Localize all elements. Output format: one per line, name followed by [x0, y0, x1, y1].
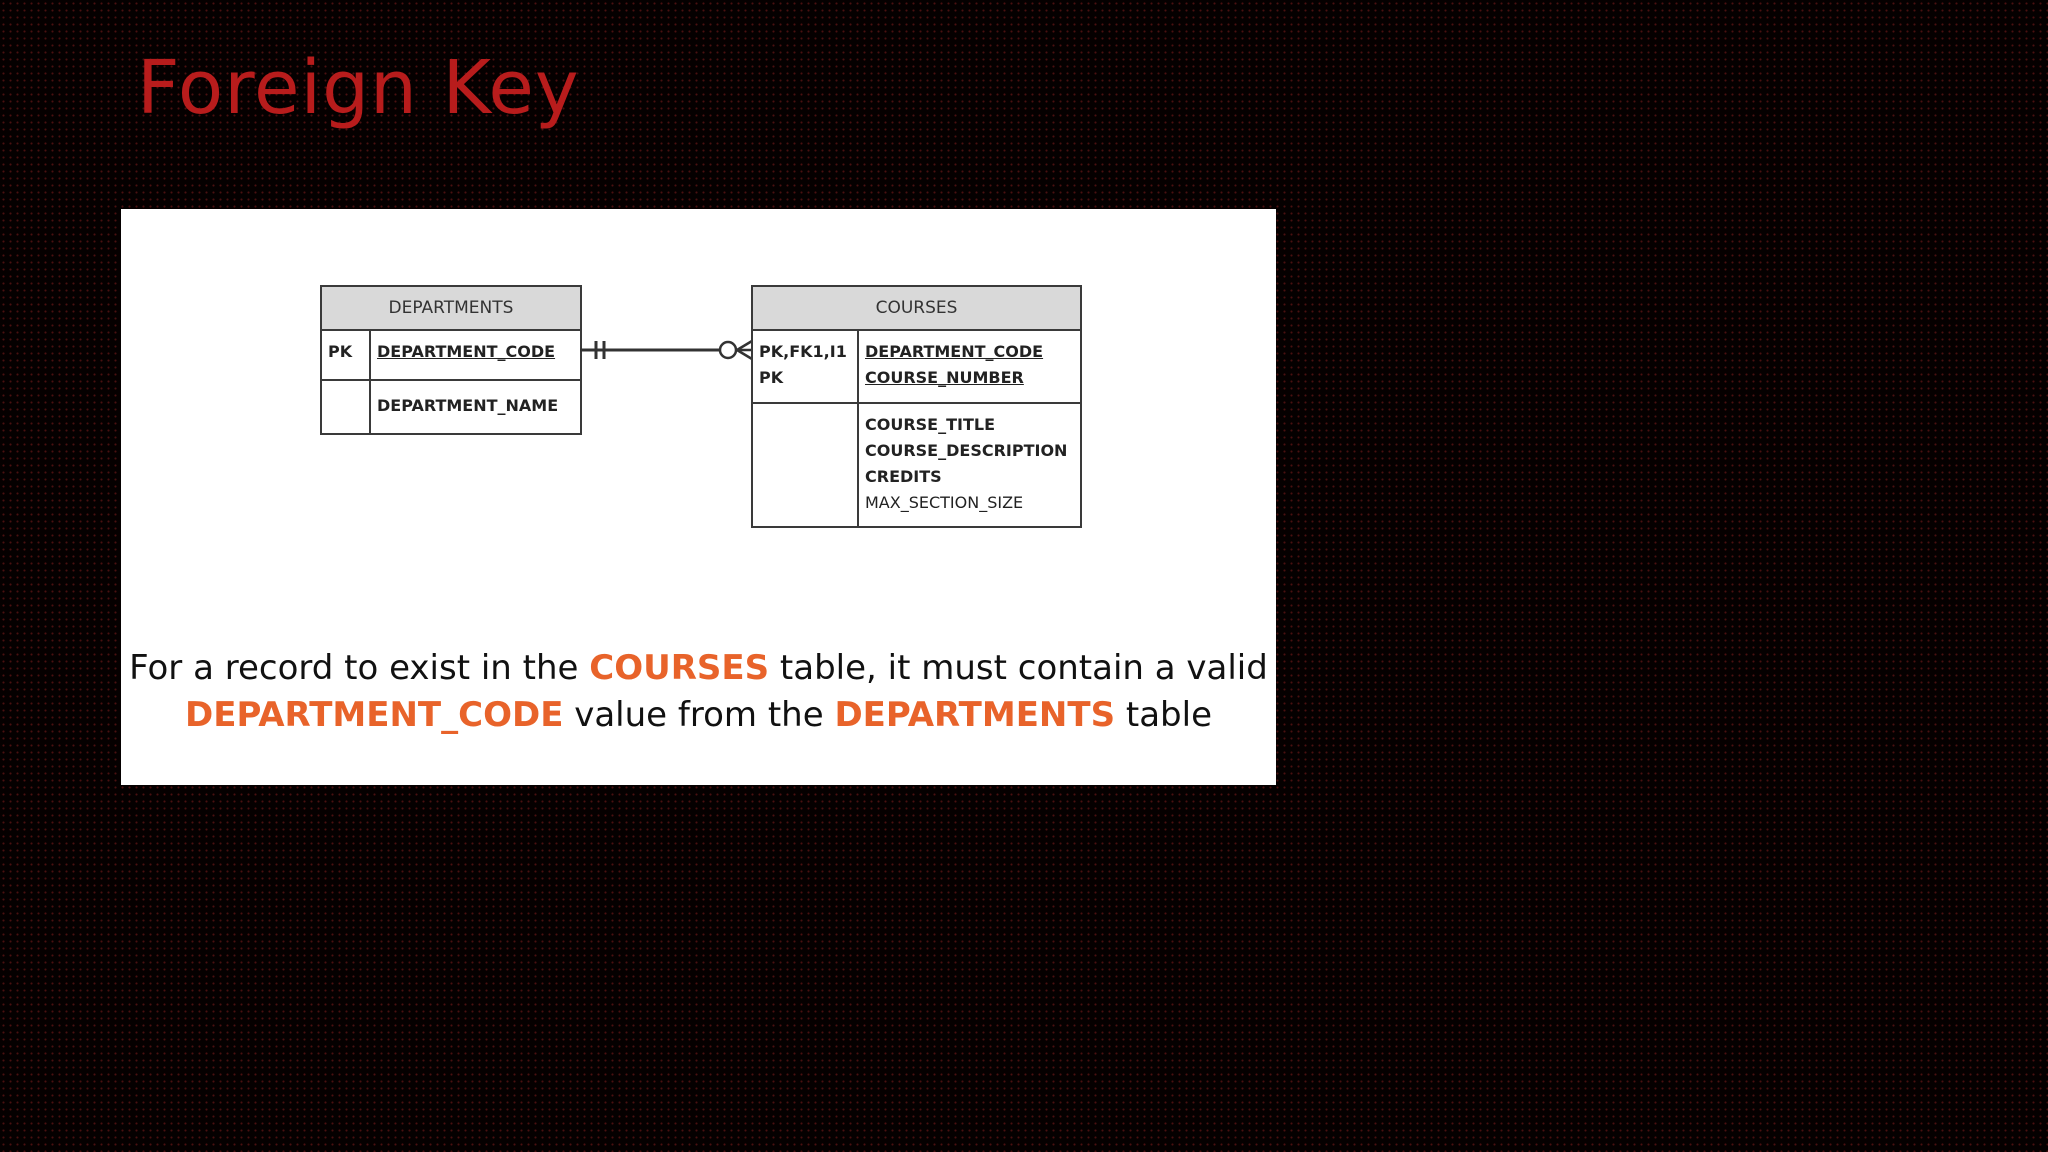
department-name-field: DEPARTMENT_NAME — [377, 396, 559, 415]
diagram-panel — [121, 209, 1276, 785]
caption-text: value from the — [563, 695, 835, 735]
departments-attribute-fields — [371, 381, 558, 433]
departments-key-row — [322, 331, 580, 379]
courses-key-fields — [859, 331, 1043, 402]
caption-highlight-department-code: DEPARTMENT_CODE — [185, 695, 564, 735]
courses-attribute-fields — [859, 404, 1067, 526]
department-code-field: DEPARTMENT_CODE — [865, 342, 1044, 361]
courses-attribute-row — [753, 402, 1080, 526]
courses-attribute-key-cell — [753, 404, 859, 526]
caption-text: For a record to exist in the — [129, 648, 590, 688]
courses-entity-header: COURSES — [753, 287, 1080, 331]
courses-key-row — [753, 331, 1080, 402]
pk-fk1-i1-label: PK,FK1,I1 — [759, 342, 847, 361]
crows-foot-upper — [737, 341, 752, 350]
course-description-field: COURSE_DESCRIPTION — [865, 441, 1068, 460]
caption-highlight-departments: DEPARTMENTS — [834, 695, 1116, 735]
course-title-field: COURSE_TITLE — [865, 415, 996, 434]
relationship-connector — [580, 335, 755, 365]
course-number-field: COURSE_NUMBER — [865, 368, 1024, 387]
departments-entity-header: DEPARTMENTS — [322, 287, 580, 331]
pk-label: PK — [328, 342, 353, 361]
slide-title: Foreign Key — [137, 45, 580, 131]
departments-key-fields — [371, 331, 555, 379]
departments-entity — [320, 285, 582, 435]
max-section-size-field: MAX_SECTION_SIZE — [865, 493, 1024, 512]
departments-pk-label — [322, 331, 371, 379]
department-code-field: DEPARTMENT_CODE — [377, 342, 556, 361]
caption-text: table — [1115, 695, 1212, 735]
credits-field: CREDITS — [865, 467, 942, 486]
caption-line1 — [129, 648, 1268, 688]
caption — [121, 645, 1276, 739]
pk-label: PK — [759, 368, 784, 387]
courses-entity — [751, 285, 1082, 528]
crows-foot-lower — [737, 350, 752, 359]
caption-highlight-courses: COURSES — [589, 648, 770, 688]
zero-cardinality-circle — [720, 342, 736, 358]
departments-attribute-row — [322, 379, 580, 433]
caption-text: table, it must contain a valid — [769, 648, 1268, 688]
departments-attribute-key-cell — [322, 381, 371, 433]
courses-key-labels — [753, 331, 859, 402]
caption-line2 — [185, 695, 1212, 735]
